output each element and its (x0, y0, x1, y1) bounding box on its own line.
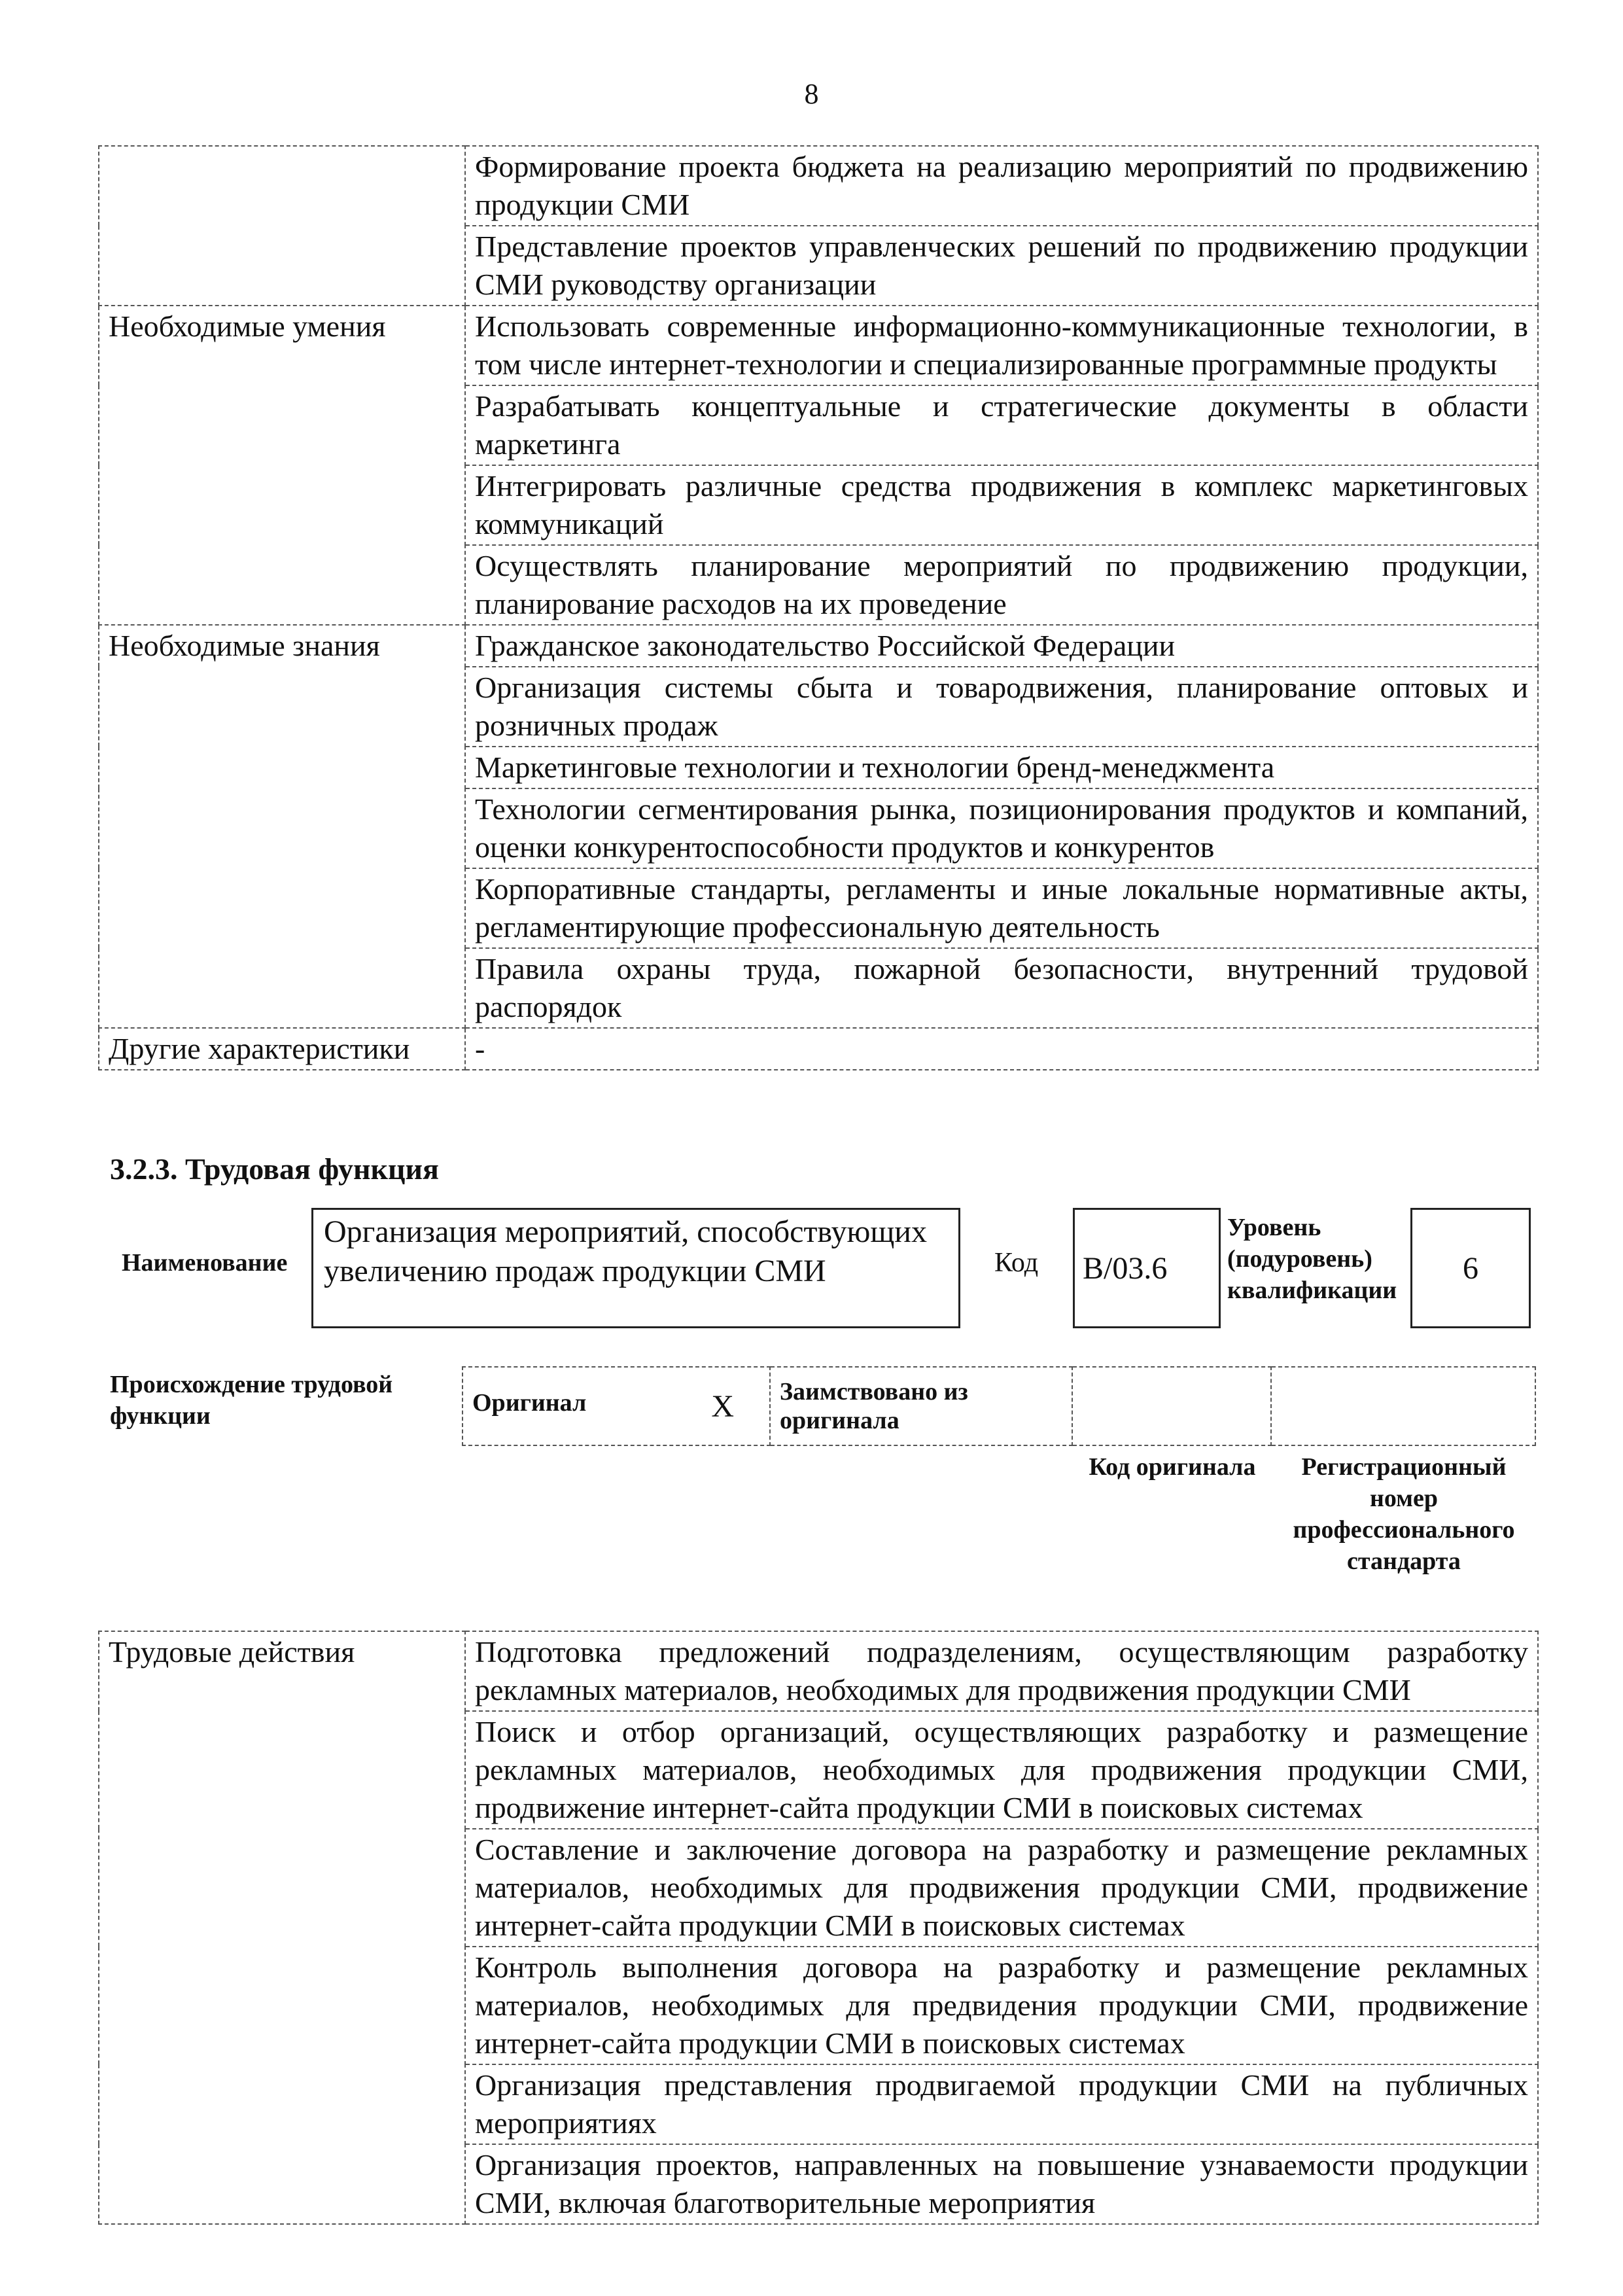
level-box (1410, 1208, 1531, 1328)
level-label: Уровень (подуровень) квалификации (1227, 1214, 1397, 1304)
level-value: 6 (1463, 1251, 1478, 1286)
labor-actions-table (98, 1631, 1539, 2225)
borrowed-cell (770, 1367, 1072, 1445)
table-cell: Разрабатывать концептуальные и стратегические документы в области маркетинга (465, 385, 1538, 465)
borrowed-label: Заимствовано из оригинала (780, 1378, 968, 1434)
name-label: Наименование (122, 1249, 288, 1277)
row-label: Трудовые действия (99, 1631, 465, 2224)
reg-number-cell (1271, 1367, 1535, 1445)
original-cell (462, 1367, 770, 1445)
code-value: B/03.6 (1083, 1251, 1168, 1286)
table-cell: Гражданское законодательство Российской Федерации (465, 625, 1538, 667)
table-cell: Технологии сегментирования рынка, позиционирования продуктов и компаний, оценки конкурентоспособности продуктов и конкурентов (465, 788, 1538, 868)
table-cell: Корпоративные стандарты, регламенты и иные локальные нормативные акты, регламентирующие профессиональную деятельность (465, 868, 1538, 948)
row-label: Другие характеристики (99, 1028, 465, 1070)
table-row (99, 1028, 1538, 1070)
table-cell: Подготовка предложений подразделениям, осуществляющим разработку рекламных материалов, необходимых для продвижения продукции СМИ (465, 1631, 1538, 1711)
table-cell: - (465, 1028, 1538, 1070)
table-cell: Организация проектов, направленных на повышение узнаваемости продукции СМИ, включая благотворительные мероприятия (465, 2144, 1538, 2224)
table-cell: Формирование проекта бюджета на реализацию мероприятий по продвижению продукции СМИ (465, 146, 1538, 226)
original-label: Оригинал (472, 1388, 587, 1417)
table-cell: Осуществлять планирование мероприятий по продвижению продукции, планирование расходов на их проведение (465, 545, 1538, 625)
name-value: Организация мероприятий, способствующих увеличению продаж продукции СМИ (324, 1214, 927, 1288)
table-cell: Организация представления продвигаемой продукции СМИ на публичных мероприятиях (465, 2064, 1538, 2144)
table-row (99, 625, 1538, 667)
table-cell: Использовать современные информационно-коммуникационные технологии, в том числе интернет-технологии и специализированные программные продукты (465, 306, 1538, 385)
table-row (99, 146, 1538, 226)
table-cell: Контроль выполнения договора на разработку и размещение рекламных материалов, необходимых для предвидения продукции СМИ, продвижение интернет-сайта продукции СМИ в поисковых системах (465, 1947, 1538, 2064)
row-label (99, 146, 465, 306)
table-cell: Составление и заключение договора на разработку и размещение рекламных материалов, необходимых для продвижения продукции СМИ, продвижение интернет-сайта продукции СМИ в поисковых системах (465, 1829, 1538, 1947)
table-cell: Организация системы сбыта и товародвижения, планирование оптовых и розничных продаж (465, 667, 1538, 747)
table-cell: Правила охраны труда, пожарной безопасности, внутренний трудовой распорядок (465, 948, 1538, 1028)
table-cell: Поиск и отбор организаций, осуществляющих разработку и размещение рекламных материалов, необходимых для продвижения продукции СМИ, продвижение интернет-сайта продукции СМИ в поисковых системах (465, 1711, 1538, 1829)
section-heading: 3.2.3. Трудовая функция (110, 1152, 439, 1186)
table-row (99, 306, 1538, 385)
table-cell: Представление проектов управленческих решений по продвижению продукции СМИ руководству организации (465, 226, 1538, 306)
original-mark: X (711, 1388, 734, 1424)
code-original-cell (1072, 1367, 1271, 1445)
code-box (1073, 1208, 1221, 1328)
reg-number-label: Регистрационный номер профессионального стандарта (1293, 1453, 1515, 1575)
table-cell: Маркетинговые технологии и технологии бренд-менеджмента (465, 747, 1538, 788)
code-label: Код (994, 1248, 1039, 1278)
row-label: Необходимые знания (99, 625, 465, 1028)
name-box (311, 1208, 960, 1328)
page-number: 8 (804, 78, 819, 110)
table-row (99, 1631, 1538, 1711)
origin-table (462, 1366, 1536, 1446)
table-cell: Интегрировать различные средства продвижения в комплекс маркетинговых коммуникаций (465, 465, 1538, 545)
requirements-table (98, 145, 1539, 1070)
row-label: Необходимые умения (99, 306, 465, 625)
table-row (462, 1367, 1535, 1445)
origin-label: Происхождение трудовой функции (110, 1371, 393, 1430)
code-original-label: Код оригинала (1089, 1453, 1256, 1481)
